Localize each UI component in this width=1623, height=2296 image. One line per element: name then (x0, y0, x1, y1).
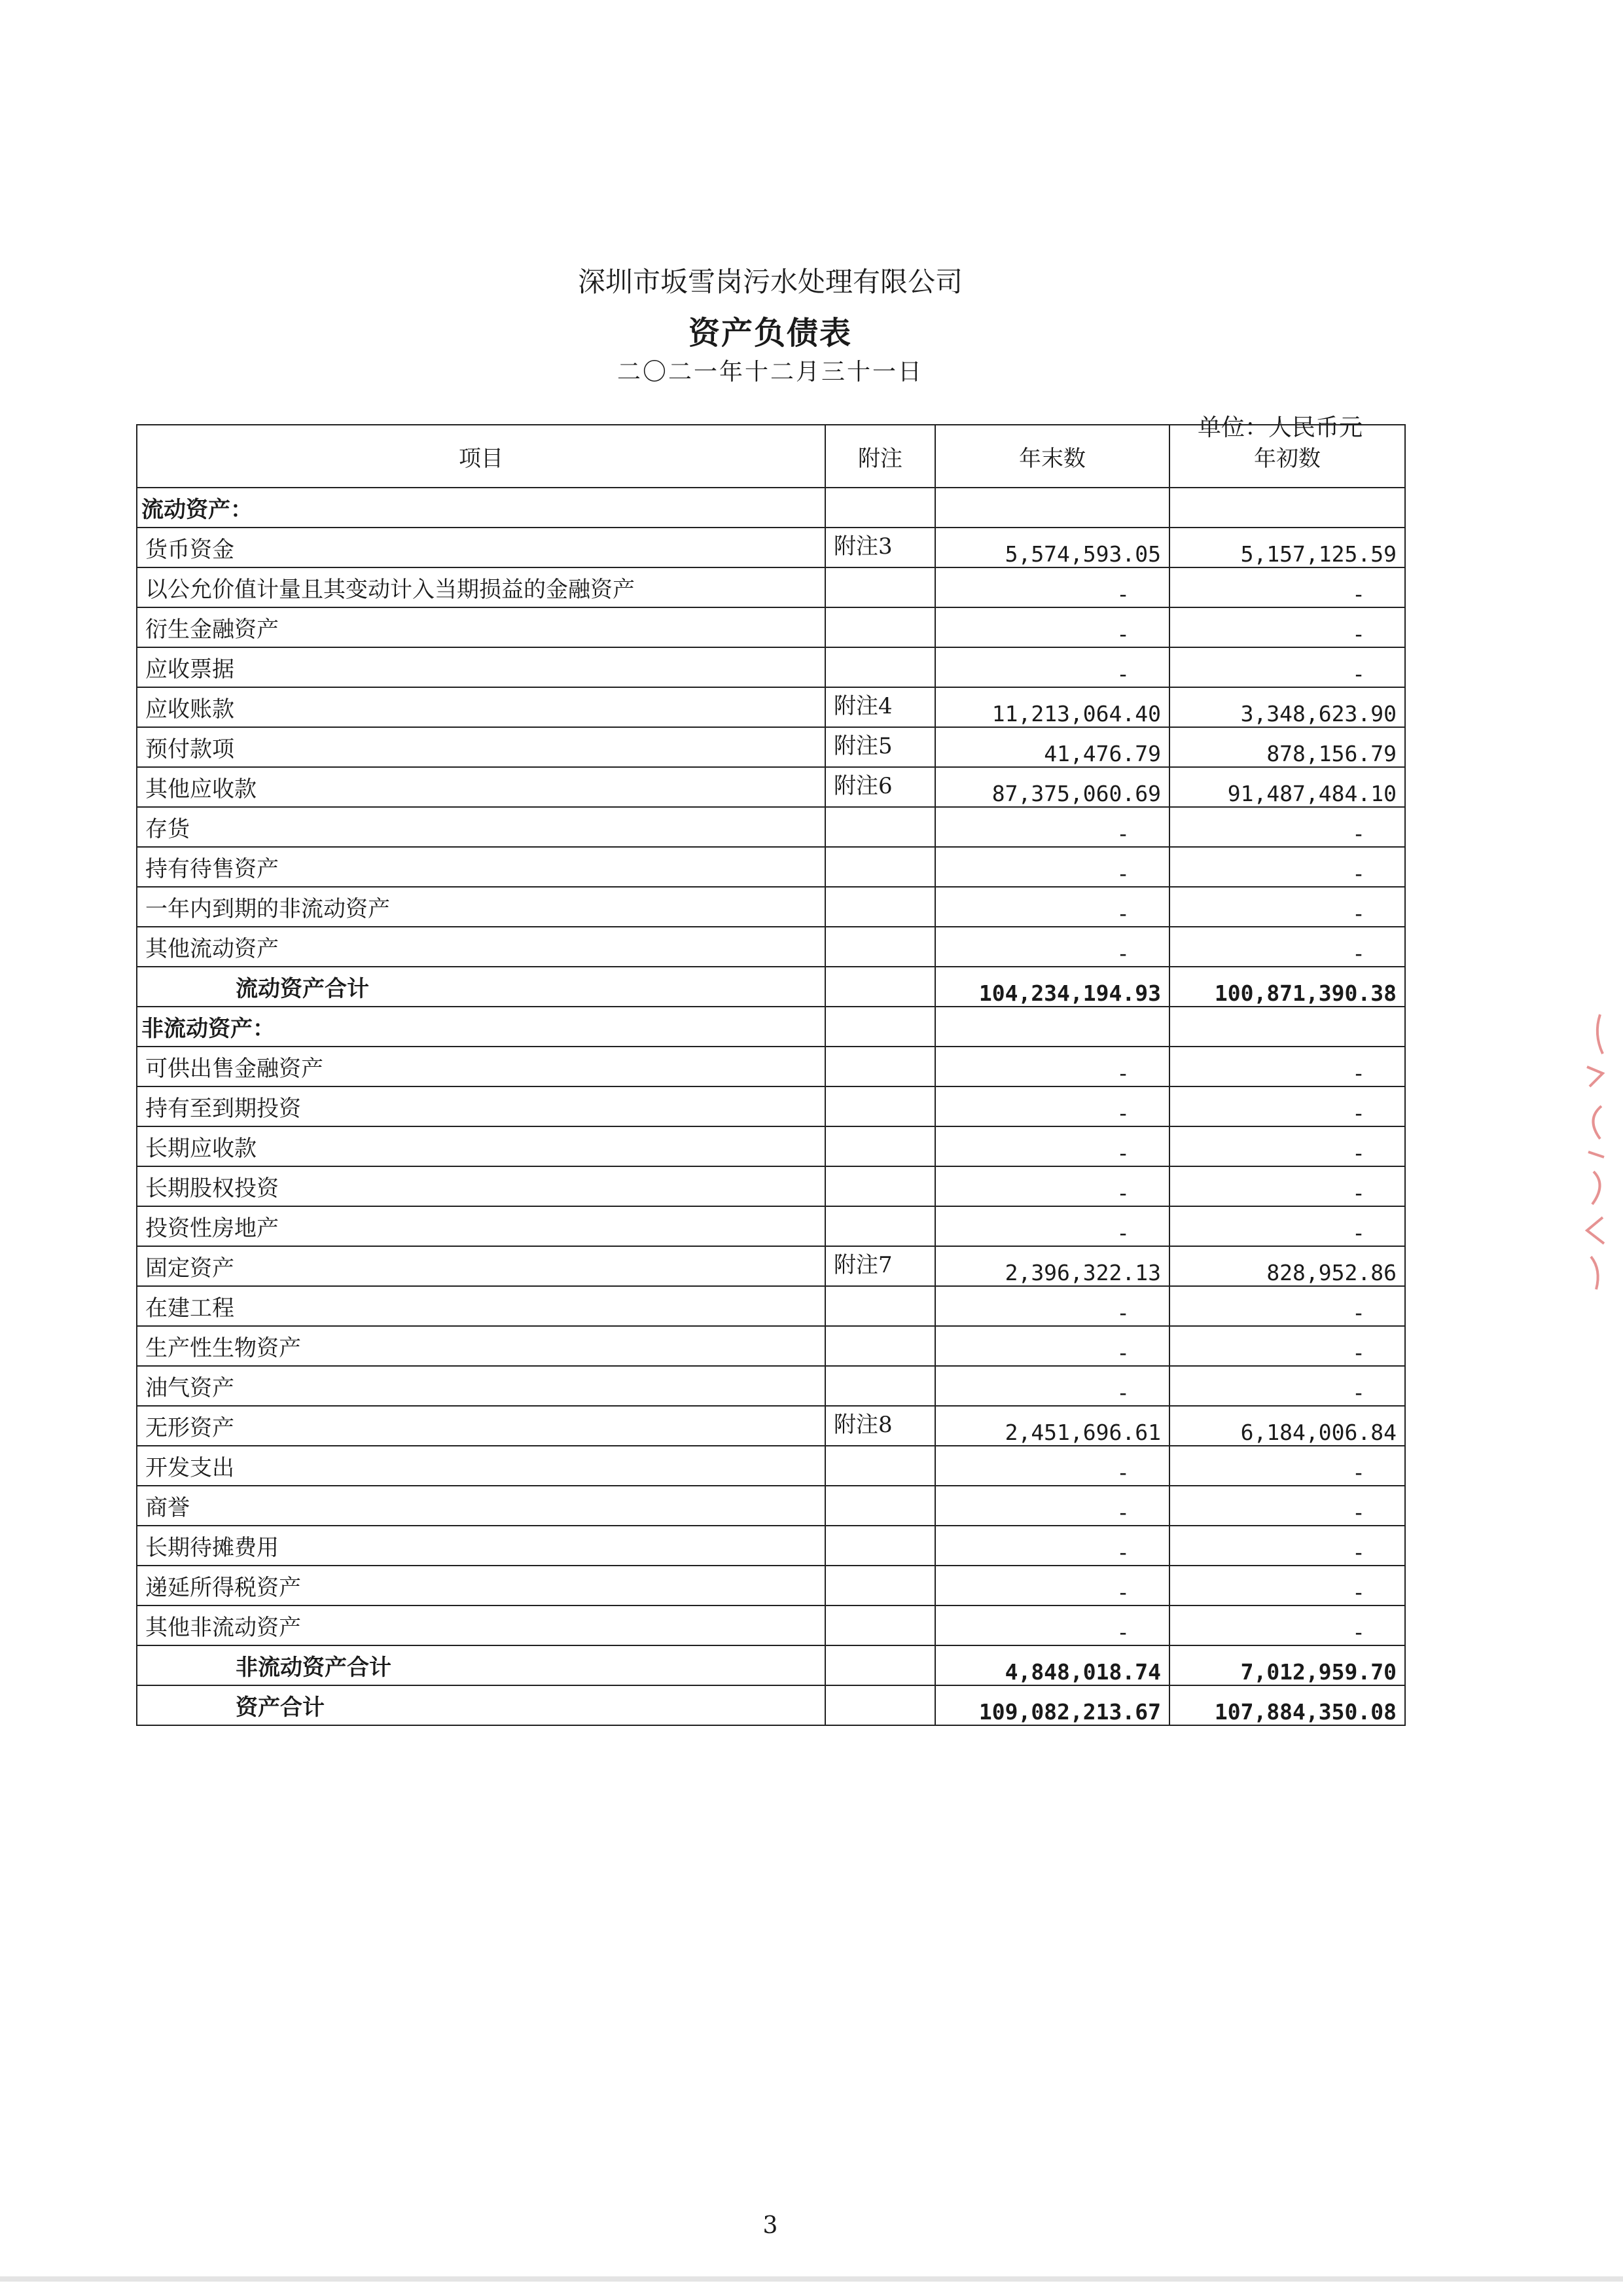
year-end-value: 87,375,060.69 (935, 767, 1169, 807)
item-label: 一年内到期的非流动资产 (137, 887, 825, 927)
year-end-value: 104,234,194.93 (935, 967, 1169, 1007)
item-label: 流动资产： (137, 488, 825, 528)
year-end-value: 2,451,696.61 (935, 1406, 1169, 1446)
table-body (137, 488, 1405, 1725)
year-end-value: 11,213,064.40 (935, 687, 1169, 727)
subtotal-row (137, 967, 1405, 1007)
note-ref (825, 1047, 935, 1086)
item-label: 无形资产 (137, 1406, 825, 1446)
year-end-value: - (935, 887, 1169, 927)
year-begin-value: - (1169, 607, 1405, 647)
currency-unit: 单位：人民币元 (1198, 414, 1363, 441)
note-ref (825, 887, 935, 927)
note-ref (825, 488, 935, 528)
item-label: 应收票据 (137, 647, 825, 687)
year-end-value: - (935, 647, 1169, 687)
item-label: 在建工程 (137, 1286, 825, 1326)
year-begin-value: - (1169, 567, 1405, 607)
year-begin-value: - (1169, 1206, 1405, 1246)
table-row (137, 1166, 1405, 1206)
note-ref: 附注3 (825, 528, 935, 567)
balance-sheet-table (136, 424, 1406, 1726)
year-end-value: - (935, 1086, 1169, 1126)
item-label: 非流动资产合计 (137, 1645, 825, 1685)
year-begin-value: - (1169, 1446, 1405, 1486)
year-begin-value: - (1169, 1166, 1405, 1206)
year-begin-value: - (1169, 887, 1405, 927)
report-date: 二〇二一年十二月三十一日 (616, 359, 923, 386)
year-end-value: - (935, 1047, 1169, 1086)
year-end-value: - (935, 607, 1169, 647)
note-ref: 附注5 (825, 727, 935, 767)
year-end-value: - (935, 1486, 1169, 1526)
year-end-value: - (935, 927, 1169, 967)
table-row (137, 1286, 1405, 1326)
item-label: 长期股权投资 (137, 1166, 825, 1206)
year-begin-value: 5,157,125.59 (1169, 528, 1405, 567)
table-row (137, 1526, 1405, 1566)
item-label: 其他应收款 (137, 767, 825, 807)
page-number: 3 (762, 2212, 778, 2239)
year-end-value: 2,396,322.13 (935, 1246, 1169, 1286)
year-begin-value: - (1169, 1326, 1405, 1366)
item-label: 应收账款 (137, 687, 825, 727)
table-row (137, 647, 1405, 687)
note-ref (825, 647, 935, 687)
table-row (137, 927, 1405, 967)
note-ref (825, 1645, 935, 1685)
year-end-value: 109,082,213.67 (935, 1685, 1169, 1725)
year-begin-value: - (1169, 1086, 1405, 1126)
note-ref: 附注4 (825, 687, 935, 727)
item-label: 预付款项 (137, 727, 825, 767)
year-begin-value: - (1169, 1486, 1405, 1526)
note-ref (825, 1126, 935, 1166)
year-end-value: - (935, 567, 1169, 607)
table-row (137, 807, 1405, 847)
year-end-value (935, 1007, 1169, 1047)
subtotal-row (137, 1685, 1405, 1725)
note-ref (825, 1526, 935, 1566)
item-label: 长期待摊费用 (137, 1526, 825, 1566)
year-end-value: - (935, 1286, 1169, 1326)
table-row (137, 1206, 1405, 1246)
year-begin-value: - (1169, 1047, 1405, 1086)
year-begin-value: 91,487,484.10 (1169, 767, 1405, 807)
subtotal-row (137, 1645, 1405, 1685)
item-label: 货币资金 (137, 528, 825, 567)
table-row (137, 1126, 1405, 1166)
table-row (137, 1446, 1405, 1486)
year-begin-value: - (1169, 807, 1405, 847)
year-begin-value: - (1169, 647, 1405, 687)
year-begin-value: 7,012,959.70 (1169, 1645, 1405, 1685)
table-header-row (137, 425, 1405, 488)
item-label: 存货 (137, 807, 825, 847)
item-label: 持有待售资产 (137, 847, 825, 887)
year-begin-value: 107,884,350.08 (1169, 1685, 1405, 1725)
table-row (137, 1246, 1405, 1286)
note-ref: 附注8 (825, 1406, 935, 1446)
item-label: 油气资产 (137, 1366, 825, 1406)
note-ref (825, 1086, 935, 1126)
year-begin-value: - (1169, 1566, 1405, 1605)
note-ref (825, 567, 935, 607)
year-begin-value: 100,871,390.38 (1169, 967, 1405, 1007)
item-label: 投资性房地产 (137, 1206, 825, 1246)
year-end-value: 5,574,593.05 (935, 528, 1169, 567)
item-label: 流动资产合计 (137, 967, 825, 1007)
year-end-value: - (935, 1366, 1169, 1406)
item-label: 衍生金融资产 (137, 607, 825, 647)
note-ref (825, 1166, 935, 1206)
table-row (137, 847, 1405, 887)
year-begin-value: - (1169, 1605, 1405, 1645)
item-label: 非流动资产： (137, 1007, 825, 1047)
note-ref (825, 1566, 935, 1605)
note-ref (825, 927, 935, 967)
item-label: 固定资产 (137, 1246, 825, 1286)
note-ref (825, 1206, 935, 1246)
table-row (137, 1406, 1405, 1446)
table-row (137, 887, 1405, 927)
year-begin-value: 3,348,623.90 (1169, 687, 1405, 727)
note-ref (825, 847, 935, 887)
company-name: 深圳市坂雪岗污水处理有限公司 (577, 266, 963, 298)
item-label: 开发支出 (137, 1446, 825, 1486)
item-label: 其他流动资产 (137, 927, 825, 967)
year-end-value: - (935, 1526, 1169, 1566)
table-row (137, 687, 1405, 727)
column-header-note: 附注 (825, 425, 935, 488)
document-title: 资产负债表 (688, 315, 852, 351)
item-label: 可供出售金融资产 (137, 1047, 825, 1086)
note-ref: 附注6 (825, 767, 935, 807)
note-ref (825, 807, 935, 847)
year-end-value: 41,476.79 (935, 727, 1169, 767)
year-begin-value: - (1169, 927, 1405, 967)
year-begin-value: - (1169, 1286, 1405, 1326)
note-ref (825, 1286, 935, 1326)
year-begin-value: - (1169, 1526, 1405, 1566)
column-header-year-end: 年末数 (935, 425, 1169, 488)
note-ref (825, 1366, 935, 1406)
table-row (137, 1047, 1405, 1086)
item-label: 递延所得税资产 (137, 1566, 825, 1605)
item-label: 生产性生物资产 (137, 1326, 825, 1366)
year-end-value: - (935, 847, 1169, 887)
item-label: 商誉 (137, 1486, 825, 1526)
note-ref (825, 1486, 935, 1526)
note-ref (825, 967, 935, 1007)
note-ref (825, 607, 935, 647)
year-end-value (935, 488, 1169, 528)
year-end-value: - (935, 1605, 1169, 1645)
year-end-value: - (935, 1166, 1169, 1206)
year-end-value: - (935, 1326, 1169, 1366)
year-begin-value (1169, 1007, 1405, 1047)
note-ref (825, 1007, 935, 1047)
table-row (137, 1605, 1405, 1645)
item-label: 长期应收款 (137, 1126, 825, 1166)
table-row (137, 1486, 1405, 1526)
note-ref (825, 1446, 935, 1486)
year-begin-value: - (1169, 1126, 1405, 1166)
note-ref (825, 1326, 935, 1366)
table-row (137, 1566, 1405, 1605)
item-label: 以公允价值计量且其变动计入当期损益的金融资产 (137, 567, 825, 607)
year-begin-value: 828,952.86 (1169, 1246, 1405, 1286)
section-row (137, 488, 1405, 528)
item-label: 资产合计 (137, 1685, 825, 1725)
year-begin-value: - (1169, 847, 1405, 887)
year-begin-value (1169, 488, 1405, 528)
year-end-value: - (935, 1206, 1169, 1246)
table-row (137, 1366, 1405, 1406)
item-label: 其他非流动资产 (137, 1605, 825, 1645)
column-header-year-begin: 年初数 (1169, 425, 1405, 488)
year-end-value: - (935, 1126, 1169, 1166)
table-row (137, 567, 1405, 607)
table-row (137, 1086, 1405, 1126)
year-end-value: - (935, 1446, 1169, 1486)
note-ref (825, 1605, 935, 1645)
year-begin-value: 6,184,006.84 (1169, 1406, 1405, 1446)
year-begin-value: 878,156.79 (1169, 727, 1405, 767)
table-row (137, 767, 1405, 807)
red-seal-stamp (1574, 1008, 1613, 1296)
column-header-item: 项目 (137, 425, 825, 488)
year-begin-value: - (1169, 1366, 1405, 1406)
scan-edge (0, 2276, 1623, 2282)
table-row (137, 727, 1405, 767)
note-ref (825, 1685, 935, 1725)
item-label: 持有至到期投资 (137, 1086, 825, 1126)
table-row (137, 1326, 1405, 1366)
note-ref: 附注7 (825, 1246, 935, 1286)
table-row (137, 607, 1405, 647)
year-end-value: 4,848,018.74 (935, 1645, 1169, 1685)
year-end-value: - (935, 807, 1169, 847)
year-end-value: - (935, 1566, 1169, 1605)
section-row (137, 1007, 1405, 1047)
table-row (137, 528, 1405, 567)
